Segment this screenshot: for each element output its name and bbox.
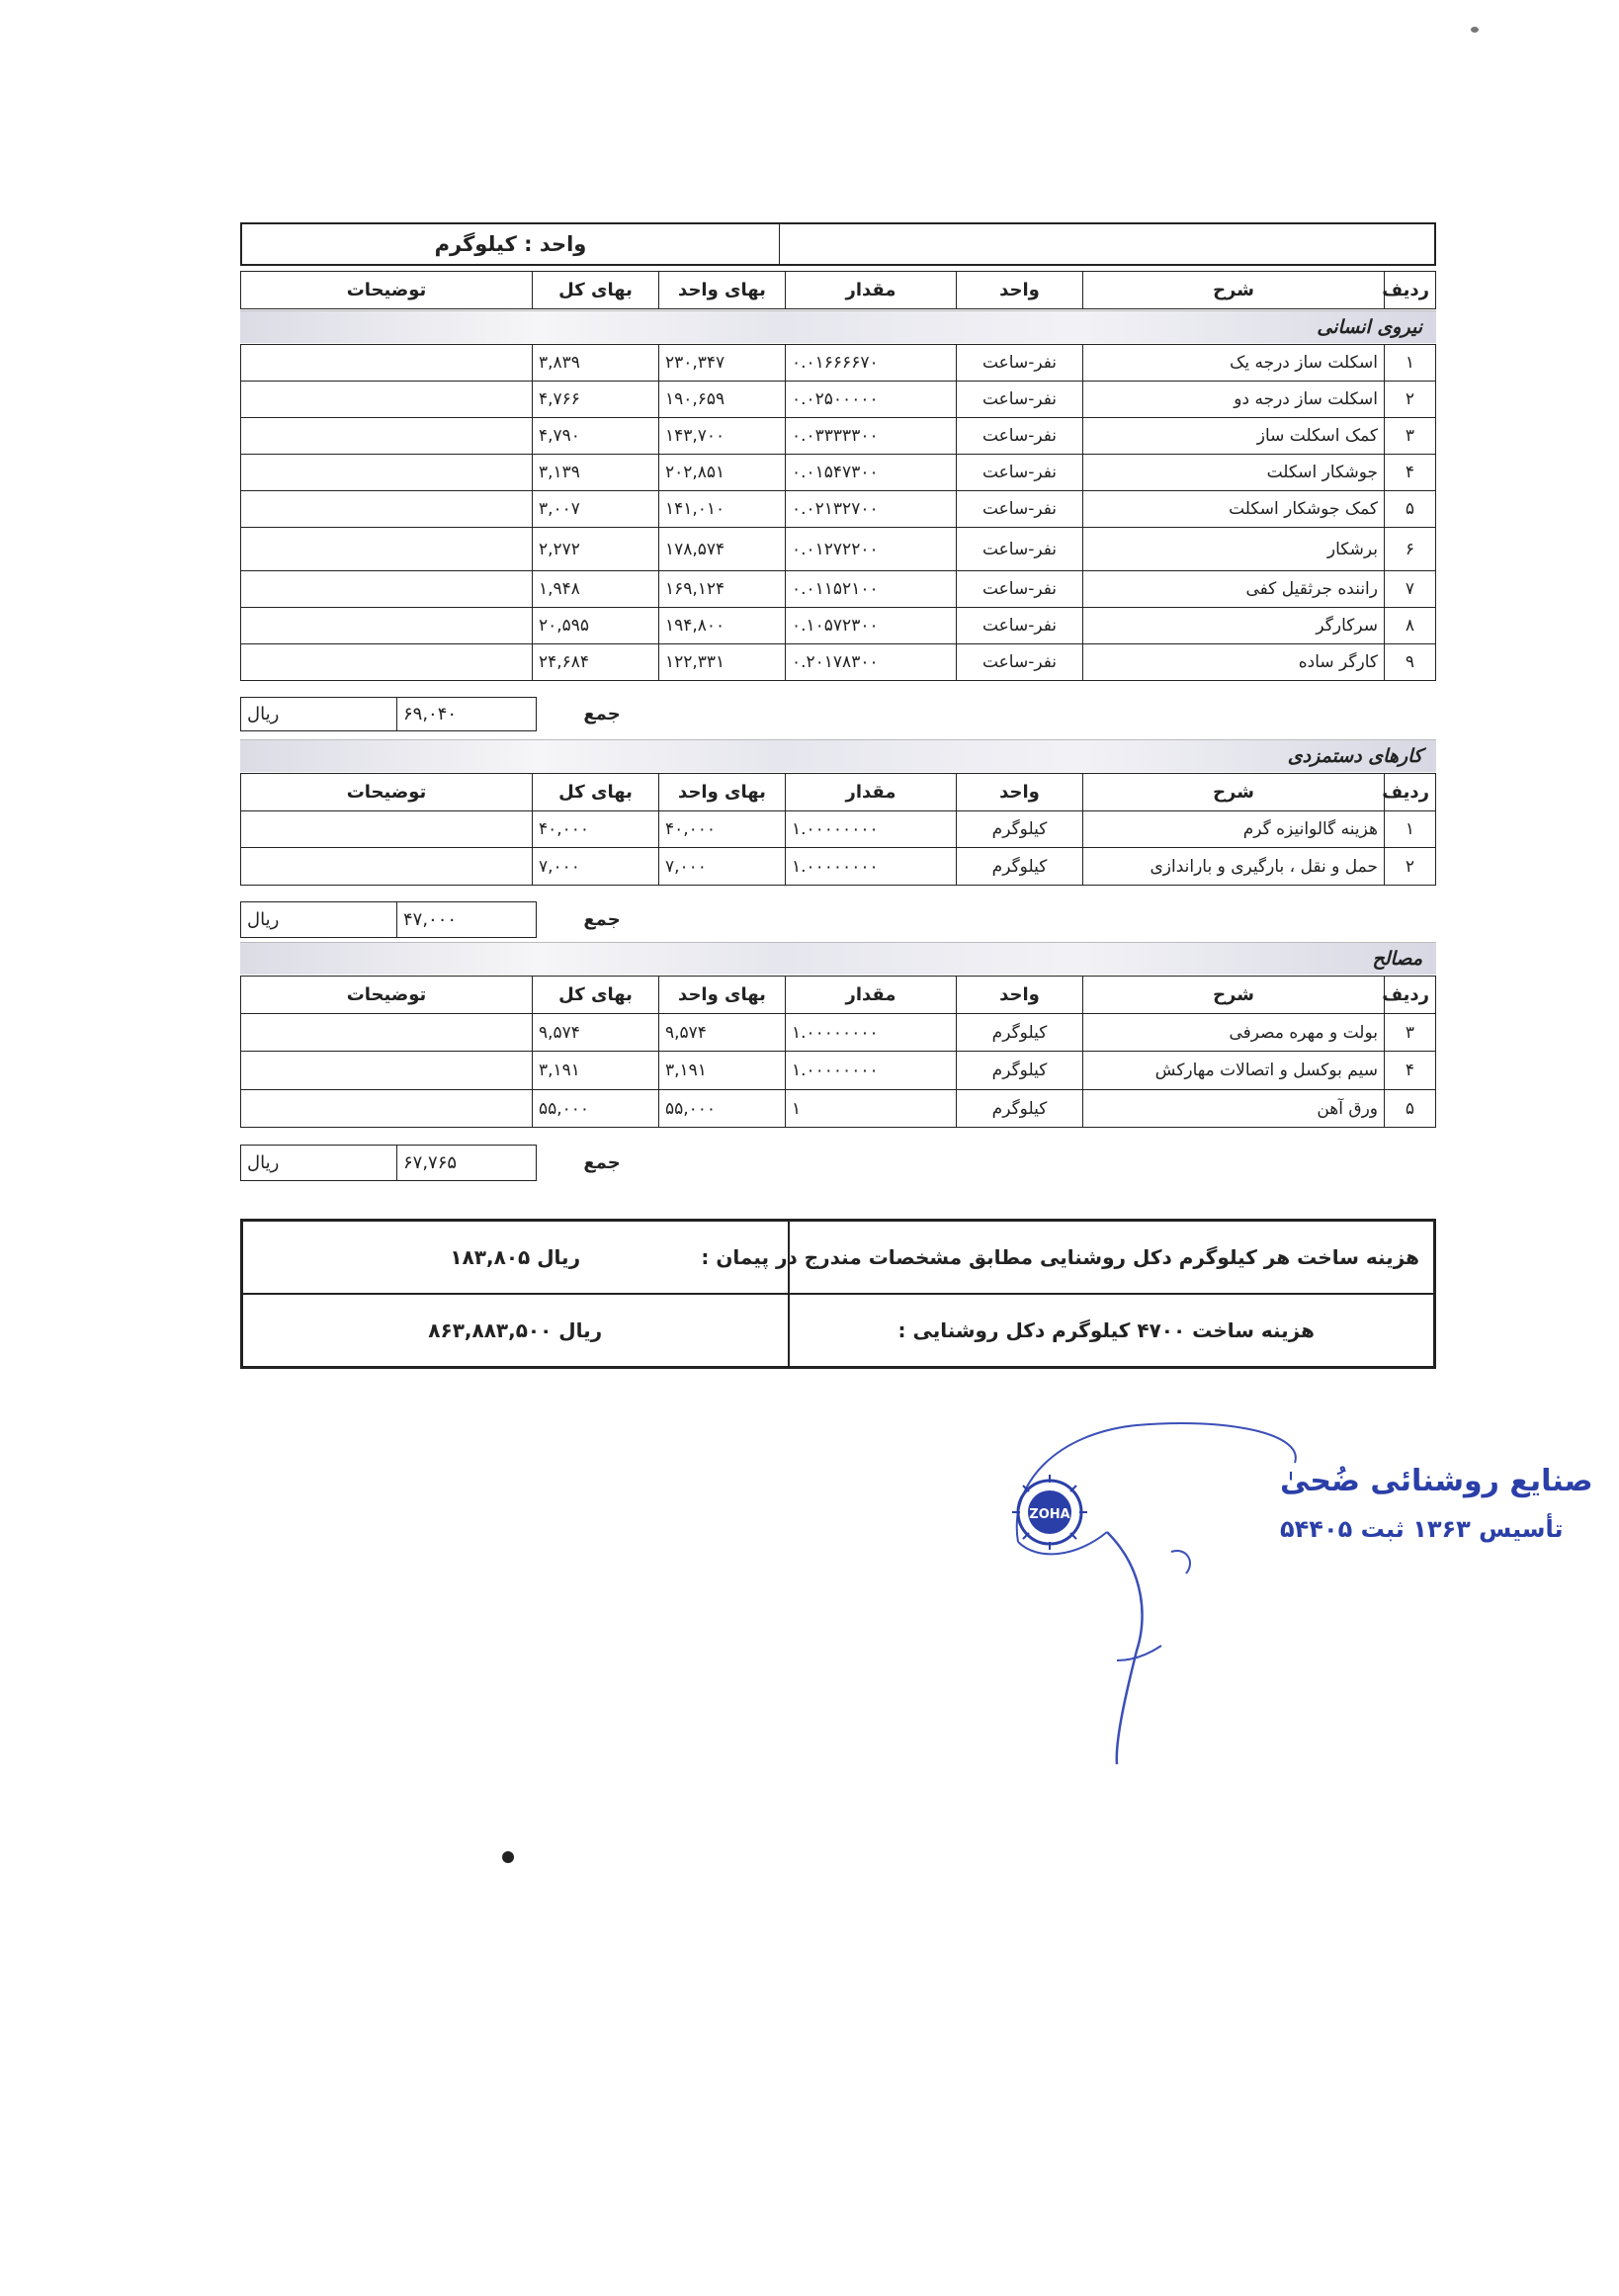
table-row — [241, 455, 1436, 491]
table-row — [241, 1090, 1436, 1128]
row-quantity: ۰.۰۳۳۳۳۳۰۰ — [786, 418, 957, 455]
col-notes: توضیحات — [241, 272, 533, 309]
materials-table — [240, 976, 1436, 1128]
materials-sum — [240, 1145, 667, 1181]
row-notes — [241, 418, 533, 455]
col-unit: واحد — [957, 977, 1083, 1014]
row-notes — [241, 1090, 533, 1128]
table-row — [241, 382, 1436, 418]
col-description: شرح — [1083, 977, 1385, 1014]
labor-sum — [240, 697, 667, 731]
col-notes: توضیحات — [241, 977, 533, 1014]
col-total-price: بهای کل — [533, 272, 659, 309]
table-header-row — [241, 977, 1436, 1014]
labor-rows — [240, 344, 1436, 681]
sum-currency: ریال — [241, 1146, 397, 1181]
row-description: کارگر ساده — [1083, 644, 1385, 681]
table-row — [241, 345, 1436, 382]
wage-works-table — [240, 773, 1436, 886]
sum-label: جمع — [583, 704, 621, 724]
row-index: ۵ — [1385, 1090, 1436, 1128]
row-total-price: ۴۰,۰۰۰ — [533, 811, 659, 848]
row-quantity: ۰.۰۲۵۰۰۰۰۰ — [786, 382, 957, 418]
row-index: ۲ — [1385, 382, 1436, 418]
row-unit: نفر-ساعت — [957, 382, 1083, 418]
summary-label: هزینه ساخت ۴۷۰۰ کیلوگرم دکل روشنایی : — [789, 1294, 1435, 1368]
row-index: ۱ — [1385, 811, 1436, 848]
zoha-logo-icon — [1012, 1475, 1087, 1550]
row-unit: نفر-ساعت — [957, 455, 1083, 491]
row-unit: کیلوگرم — [957, 1052, 1083, 1090]
col-total-price: بهای کل — [533, 977, 659, 1014]
signature-stroke — [1107, 1532, 1143, 1764]
row-description: برشکار — [1083, 528, 1385, 571]
row-quantity: ۱.۰۰۰۰۰۰۰۰ — [786, 1014, 957, 1052]
row-quantity: ۱ — [786, 1090, 957, 1128]
table-row — [241, 1014, 1436, 1052]
table-header-row — [241, 272, 1436, 309]
table-row — [241, 1052, 1436, 1090]
table-row — [241, 528, 1436, 571]
row-total-price: ۴,۷۹۰ — [533, 418, 659, 455]
row-total-price: ۲۰,۵۹۵ — [533, 608, 659, 644]
row-unit: کیلوگرم — [957, 811, 1083, 848]
row-unit-price: ۲۰۲,۸۵۱ — [659, 455, 786, 491]
row-quantity: ۰.۲۰۱۷۸۳۰۰ — [786, 644, 957, 681]
row-unit-price: ۴۰,۰۰۰ — [659, 811, 786, 848]
row-description: اسکلت ساز درجه یک — [1083, 345, 1385, 382]
table-row — [241, 608, 1436, 644]
row-index: ۳ — [1385, 418, 1436, 455]
row-notes — [241, 848, 533, 886]
row-description: هزینه گالوانیزه گرم — [1083, 811, 1385, 848]
row-unit: نفر-ساعت — [957, 418, 1083, 455]
row-unit-price: ۹,۵۷۴ — [659, 1014, 786, 1052]
section-title-wage-works: کارهای دستمزدی — [240, 739, 1436, 772]
ink-spot — [502, 1851, 514, 1863]
row-notes — [241, 608, 533, 644]
row-description: بولت و مهره مصرفی — [1083, 1014, 1385, 1052]
row-notes — [241, 1052, 533, 1090]
row-notes — [241, 811, 533, 848]
sum-value: ۶۹,۰۴۰ — [397, 698, 537, 731]
row-unit: نفر-ساعت — [957, 644, 1083, 681]
row-unit: نفر-ساعت — [957, 528, 1083, 571]
table-row — [241, 571, 1436, 608]
row-unit: کیلوگرم — [957, 1090, 1083, 1128]
row-notes — [241, 1014, 533, 1052]
col-total-price: بهای کل — [533, 774, 659, 811]
row-notes — [241, 455, 533, 491]
row-total-price: ۲۴,۶۸۴ — [533, 644, 659, 681]
row-unit-price: ۱۲۲,۳۳۱ — [659, 644, 786, 681]
row-unit: نفر-ساعت — [957, 571, 1083, 608]
row-unit: کیلوگرم — [957, 1014, 1083, 1052]
row-unit-price: ۳,۱۹۱ — [659, 1052, 786, 1090]
sum-currency: ریال — [241, 698, 397, 731]
summary-row-total — [242, 1294, 1435, 1368]
col-index: ردیف — [1385, 774, 1436, 811]
col-index: ردیف — [1385, 977, 1436, 1014]
row-quantity: ۰.۰۱۵۴۷۳۰۰ — [786, 455, 957, 491]
sum-value: ۴۷,۰۰۰ — [397, 902, 537, 938]
row-index: ۸ — [1385, 608, 1436, 644]
col-unit: واحد — [957, 272, 1083, 309]
labor-table — [240, 271, 1436, 309]
row-unit-price: ۱۴۱,۰۱۰ — [659, 491, 786, 528]
row-index: ۳ — [1385, 1014, 1436, 1052]
col-quantity: مقدار — [786, 774, 957, 811]
sum-label: جمع — [583, 1152, 621, 1173]
row-unit-price: ۷,۰۰۰ — [659, 848, 786, 886]
row-unit-price: ۱۴۳,۷۰۰ — [659, 418, 786, 455]
row-unit: کیلوگرم — [957, 848, 1083, 886]
summary-value: ریال ۸۶۳,۸۸۳,۵۰۰ — [242, 1294, 789, 1368]
stamp-established: تأسیس ۱۳۶۳ ثبت ۵۴۴۰۵ — [1280, 1515, 1564, 1543]
company-stamp — [998, 1413, 1593, 1789]
header-empty-cell — [780, 223, 1436, 265]
row-notes — [241, 571, 533, 608]
row-index: ۴ — [1385, 455, 1436, 491]
cost-summary — [240, 1219, 1436, 1369]
row-description: جوشکار اسکلت — [1083, 455, 1385, 491]
table-header-row — [241, 774, 1436, 811]
row-unit-price: ۲۳۰,۳۴۷ — [659, 345, 786, 382]
unit-label: واحد : کیلوگرم — [241, 223, 780, 265]
table-row — [241, 644, 1436, 681]
col-notes: توضیحات — [241, 774, 533, 811]
row-description: کمک جوشکار اسکلت — [1083, 491, 1385, 528]
row-index: ۴ — [1385, 1052, 1436, 1090]
row-quantity: ۰.۰۱۱۵۲۱۰۰ — [786, 571, 957, 608]
table-row — [241, 811, 1436, 848]
row-total-price: ۷,۰۰۰ — [533, 848, 659, 886]
row-quantity: ۱.۰۰۰۰۰۰۰۰ — [786, 848, 957, 886]
row-total-price: ۳,۰۰۷ — [533, 491, 659, 528]
header-bar — [240, 222, 1436, 266]
row-quantity: ۰.۱۰۵۷۲۳۰۰ — [786, 608, 957, 644]
row-quantity: ۱.۰۰۰۰۰۰۰۰ — [786, 811, 957, 848]
row-description: سرکارگر — [1083, 608, 1385, 644]
row-unit-price: ۱۷۸,۵۷۴ — [659, 528, 786, 571]
col-unit-price: بهای واحد — [659, 272, 786, 309]
row-total-price: ۳,۱۹۱ — [533, 1052, 659, 1090]
row-description: کمک اسکلت ساز — [1083, 418, 1385, 455]
row-notes — [241, 382, 533, 418]
logo-text: ZOHA — [1029, 1507, 1070, 1522]
row-index: ۲ — [1385, 848, 1436, 886]
summary-label: هزینه ساخت هر کیلوگرم دکل روشنایی مطابق مشخصات مندرج در پیمان : — [789, 1221, 1435, 1295]
row-unit-price: ۱۹۰,۶۵۹ — [659, 382, 786, 418]
summary-row-per-kg — [242, 1221, 1435, 1295]
col-description: شرح — [1083, 774, 1385, 811]
row-total-price: ۹,۵۷۴ — [533, 1014, 659, 1052]
row-quantity: ۰.۰۲۱۳۲۷۰۰ — [786, 491, 957, 528]
row-total-price: ۵۵,۰۰۰ — [533, 1090, 659, 1128]
row-notes — [241, 345, 533, 382]
table-row — [241, 491, 1436, 528]
col-description: شرح — [1083, 272, 1385, 309]
row-unit: نفر-ساعت — [957, 608, 1083, 644]
col-quantity: مقدار — [786, 977, 957, 1014]
col-unit-price: بهای واحد — [659, 977, 786, 1014]
row-quantity: ۰.۰۱۶۶۶۶۷۰ — [786, 345, 957, 382]
row-quantity: ۰.۰۱۲۷۲۲۰۰ — [786, 528, 957, 571]
row-total-price: ۴,۷۶۶ — [533, 382, 659, 418]
row-index: ۷ — [1385, 571, 1436, 608]
section-title-materials: مصالح — [240, 942, 1436, 975]
row-unit-price: ۵۵,۰۰۰ — [659, 1090, 786, 1128]
col-index: ردیف — [1385, 272, 1436, 309]
wage-works-sum — [240, 901, 667, 938]
col-unit: واحد — [957, 774, 1083, 811]
row-notes — [241, 528, 533, 571]
stamp-company-name: صنایع روشنائی ضُحیٰ — [1280, 1464, 1593, 1498]
row-total-price: ۳,۸۳۹ — [533, 345, 659, 382]
row-description: راننده جرثقیل کفی — [1083, 571, 1385, 608]
col-unit-price: بهای واحد — [659, 774, 786, 811]
row-notes — [241, 644, 533, 681]
summary-value: ریال ۱۸۳,۸۰۵ — [242, 1221, 789, 1295]
row-quantity: ۱.۰۰۰۰۰۰۰۰ — [786, 1052, 957, 1090]
section-title-labor: نیروی انسانی — [240, 310, 1436, 343]
row-unit: نفر-ساعت — [957, 491, 1083, 528]
table-row — [241, 418, 1436, 455]
row-total-price: ۱,۹۴۸ — [533, 571, 659, 608]
row-index: ۹ — [1385, 644, 1436, 681]
row-total-price: ۲,۲۷۲ — [533, 528, 659, 571]
row-description: سیم بوکسل و اتصالات مهارکش — [1083, 1052, 1385, 1090]
table-row — [241, 848, 1436, 886]
row-index: ۶ — [1385, 528, 1436, 571]
sum-label: جمع — [583, 909, 621, 930]
row-unit-price: ۱۶۹,۱۲۴ — [659, 571, 786, 608]
row-index: ۱ — [1385, 345, 1436, 382]
row-description: ورق آهن — [1083, 1090, 1385, 1128]
row-unit: نفر-ساعت — [957, 345, 1083, 382]
sum-currency: ریال — [241, 902, 397, 938]
row-description: حمل و نقل ، بارگیری و باراندازی — [1083, 848, 1385, 886]
row-index: ۵ — [1385, 491, 1436, 528]
scan-speck — [1471, 27, 1479, 33]
sum-value: ۶۷,۷۶۵ — [397, 1146, 537, 1181]
row-description: اسکلت ساز درجه دو — [1083, 382, 1385, 418]
row-total-price: ۳,۱۳۹ — [533, 455, 659, 491]
col-quantity: مقدار — [786, 272, 957, 309]
row-notes — [241, 491, 533, 528]
row-unit-price: ۱۹۴,۸۰۰ — [659, 608, 786, 644]
